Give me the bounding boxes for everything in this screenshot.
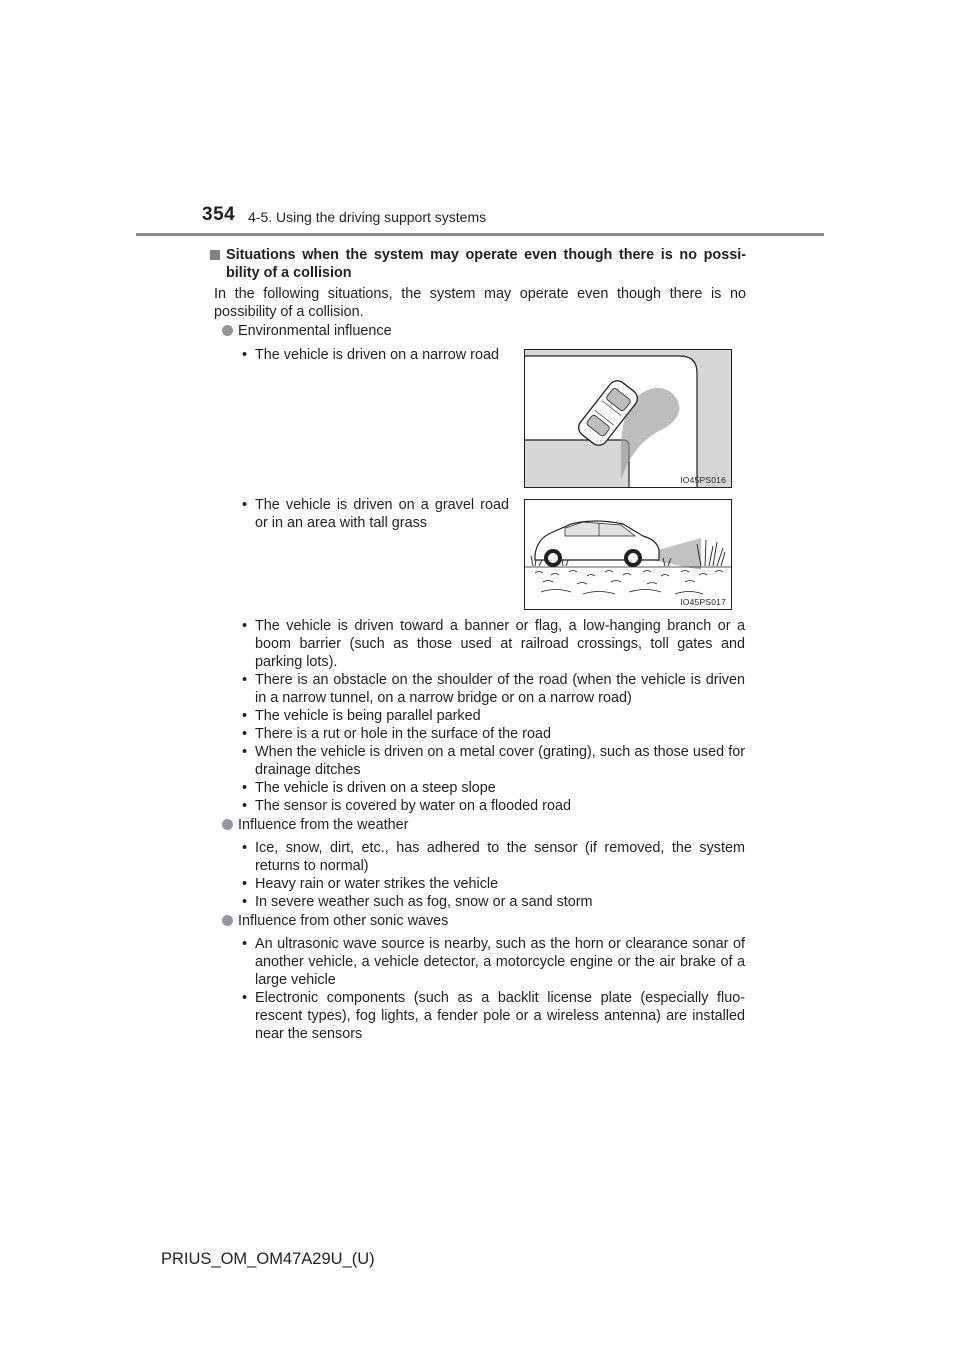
bullet-icon: • xyxy=(242,708,248,724)
category-label: Influence from other sonic waves xyxy=(238,913,449,929)
intro-paragraph: In the following situations, the system may operate even though there is no possibility of a collision. xyxy=(214,286,746,320)
figure-narrow-road xyxy=(524,349,732,488)
bullet-icon: • xyxy=(242,726,248,742)
figure-gravel-road xyxy=(524,499,732,610)
list-item: • In severe weather such as fog, snow or a sand storm xyxy=(242,894,593,910)
list-item: • Heavy rain or water strikes the vehicle xyxy=(242,876,499,892)
bullet-icon: • xyxy=(242,672,248,688)
list-item: • Electronic components (such as a backlit license plate (especially fluo- rescent types), fog lights, a fender pole or a wireless antenna) are installed near the sensors xyxy=(242,990,745,1042)
figure-id: IO45PS017 xyxy=(680,597,726,607)
section-heading: Situations when the system may operate even though there is no possi- bility of a collision xyxy=(214,246,746,282)
bullet-icon: • xyxy=(242,876,248,892)
section-title: 4-5. Using the driving support systems xyxy=(248,209,487,225)
list-item: • The vehicle is driven on a gravel road or in an area with tall grass xyxy=(242,497,509,531)
circle-bullet-icon xyxy=(222,325,233,336)
bullet-icon: • xyxy=(242,744,248,760)
list-item: • The vehicle is being parallel parked xyxy=(242,708,481,724)
narrow-road-illustration xyxy=(525,350,731,487)
footer-doc-id: PRIUS_OM_OM47A29U_(U) xyxy=(161,1250,375,1268)
list-item: • There is an obstacle on the shoulder of the road (when the vehicle is driven in a narrow tunnel, on a narrow bridge or on a narrow road) xyxy=(242,672,745,706)
list-item: • The vehicle is driven toward a banner or flag, a low-hanging branch or a boom barrier (such as those used at railroad crossings, toll gates and parking lots). xyxy=(242,618,745,670)
list-item: • The sensor is covered by water on a flooded road xyxy=(242,798,571,814)
bullet-icon: • xyxy=(242,347,248,363)
figure-id: IO45PS016 xyxy=(680,475,726,485)
square-bullet-icon xyxy=(210,250,220,260)
bullet-icon: • xyxy=(242,990,248,1006)
bullet-icon: • xyxy=(242,497,248,513)
section-content xyxy=(214,246,746,321)
list-item: • An ultrasonic wave source is nearby, such as the horn or clearance sonar of another vehicle, a vehicle detector, a motorcycle engine or the air brake of a large vehicle xyxy=(242,936,745,988)
circle-bullet-icon xyxy=(222,915,233,926)
gravel-road-illustration xyxy=(525,500,731,609)
list-item: • There is a rut or hole in the surface of the road xyxy=(242,726,551,742)
circle-bullet-icon xyxy=(222,819,233,830)
page-header xyxy=(202,204,822,234)
bullet-icon: • xyxy=(242,894,248,910)
bullet-icon: • xyxy=(242,780,248,796)
category-label: Influence from the weather xyxy=(238,817,409,833)
list-item: • The vehicle is driven on a narrow road xyxy=(242,347,499,363)
category-label: Environmental influence xyxy=(238,323,392,339)
bullet-icon: • xyxy=(242,618,248,634)
list-item: • Ice, snow, dirt, etc., has adhered to the sensor (if removed, the system returns to normal) xyxy=(242,840,745,874)
list-item: • The vehicle is driven on a steep slope xyxy=(242,780,496,796)
page-number: 354 xyxy=(202,204,236,225)
bullet-icon: • xyxy=(242,936,248,952)
bullet-icon: • xyxy=(242,840,248,856)
header-divider xyxy=(136,233,824,236)
list-item: • When the vehicle is driven on a metal cover (grating), such as those used for drainage ditches xyxy=(242,744,745,778)
bullet-icon: • xyxy=(242,798,248,814)
